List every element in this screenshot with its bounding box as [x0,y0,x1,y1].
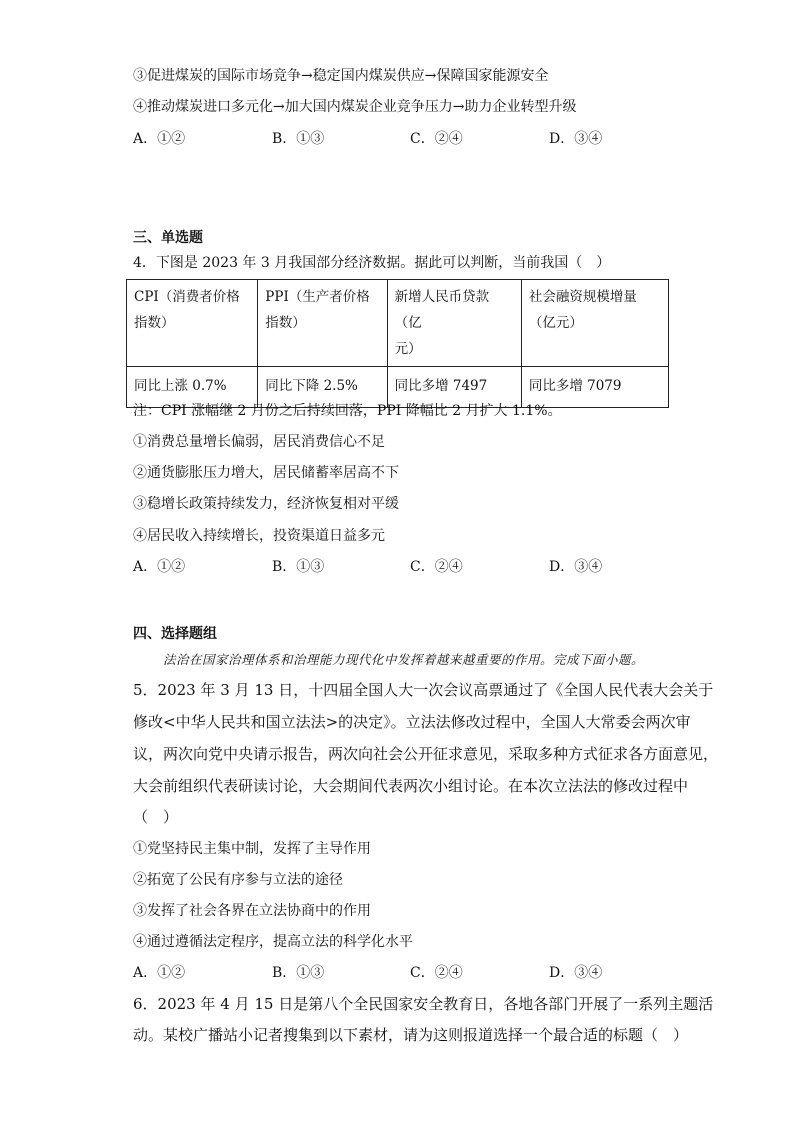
header-financing-line1: 社会融资规模增量 [528,289,637,305]
q4-choice-b[interactable]: B．①③ [272,559,325,575]
q3-choice-b[interactable]: B．①③ [272,131,325,147]
q5-line-5: （ ） [133,808,179,826]
q4-statement-3: ③稳增长政策持续发力，经济恢复相对平缓 [133,496,399,512]
q3-choice-a[interactable]: A．①② [133,131,186,147]
header-financing-line2: （亿元） [528,315,583,331]
q5-line-3: 议，两次向党中央请示报告，两次向社会公开征求意见，采取多种方式征求各方面意见， [133,745,719,763]
header-cpi-line1: CPI（消费者价格 [134,289,240,305]
q3-choice-c[interactable]: C．②④ [410,131,463,147]
q5-statement-3: ③发挥了社会各界在立法协商中的作用 [133,903,371,919]
q5-statement-2: ②拓宽了公民有序参与立法的途径 [133,872,343,888]
table-header-financing [521,280,668,367]
q3-choice-d[interactable]: D．③④ [549,131,603,147]
q5-line-4: 大会前组织代表研读讨论，大会期间代表两次小组讨论。在本次立法法的修改过程中 [133,777,689,795]
q5-statement-4: ④通过遵循法定程序，提高立法的科学化水平 [133,934,413,950]
table-header-ppi [258,280,387,367]
q4-statement-2: ②通货膨胀压力增大，居民储蓄率居高不下 [133,465,399,481]
table-header-row [127,280,669,367]
q5-choice-d[interactable]: D．③④ [549,965,603,981]
section-4-title: 四、选择题组 [133,626,217,642]
q5-choice-c[interactable]: C．②④ [410,965,463,981]
table-cell-ppi: 同比下降 2.5% [258,367,387,408]
q4-stem: 4．下图是 2023 年 3 月我国部分经济数据。据此可以判断，当前我国（ ） [133,255,611,271]
table-cell-cpi: 同比上涨 0.7% [127,367,258,408]
economic-data-table [126,279,669,408]
header-loans-line2: 元） [394,341,422,357]
q4-statement-1: ①消费总量增长偏弱，居民消费信心不足 [133,434,385,450]
table-header-cpi [127,280,258,367]
q6-line-2: 动。某校广播站小记者搜集到以下素材，请为这则报道选择一个最合适的标题（ ） [133,1026,689,1044]
q3-statement-3: ③促进煤炭的国际市场竞争→稳定国内煤炭供应→保障国家能源安全 [133,68,549,84]
q5-line-1: 5．2023 年 3 月 13 日，十四届全国人大一次会议高票通过了《全国人民代表大会关于 [133,681,714,699]
q4-choice-a[interactable]: A．①② [133,559,186,575]
q5-choice-b[interactable]: B．①③ [272,965,325,981]
table-header-loans [387,280,521,367]
header-ppi-line2: 指数） [265,315,306,331]
table-cell-financing: 同比多增 7079 [521,367,668,408]
q5-choice-a[interactable]: A．①② [133,965,186,981]
header-ppi-line1: PPI（生产者价格 [265,289,370,305]
header-loans-line1: 新增人民币贷款（亿 [394,289,490,331]
q4-choice-d[interactable]: D．③④ [549,559,603,575]
q5-line-2: 修改<中华人民共和国立法法>的决定》。立法法修改过程中，全国人大常委会两次审 [133,713,691,731]
header-cpi-line2: 指数） [134,315,175,331]
section-3-title: 三、单选题 [133,230,203,246]
q5-statement-1: ①党坚持民主集中制，发挥了主导作用 [133,841,371,857]
section-4-intro: 法治在国家治理体系和治理能力现代化中发挥着越来越重要的作用。完成下面小题。 [163,652,645,667]
q4-note: 注：CPI 涨幅继 2 月份之后持续回落，PPI 降幅比 2 月扩大 1.1%。 [133,403,562,419]
q4-choice-c[interactable]: C．②④ [410,559,463,575]
q3-statement-4: ④推动煤炭进口多元化→加大国内煤炭企业竞争压力→助力企业转型升级 [133,99,577,115]
q4-statement-4: ④居民收入持续增长，投资渠道日益多元 [133,528,385,544]
table-cell-loans: 同比多增 7497 [387,367,521,408]
q6-line-1: 6．2023 年 4 月 15 日是第八个全民国家安全教育日，各地各部门开展了一系列主题活 [133,995,714,1013]
